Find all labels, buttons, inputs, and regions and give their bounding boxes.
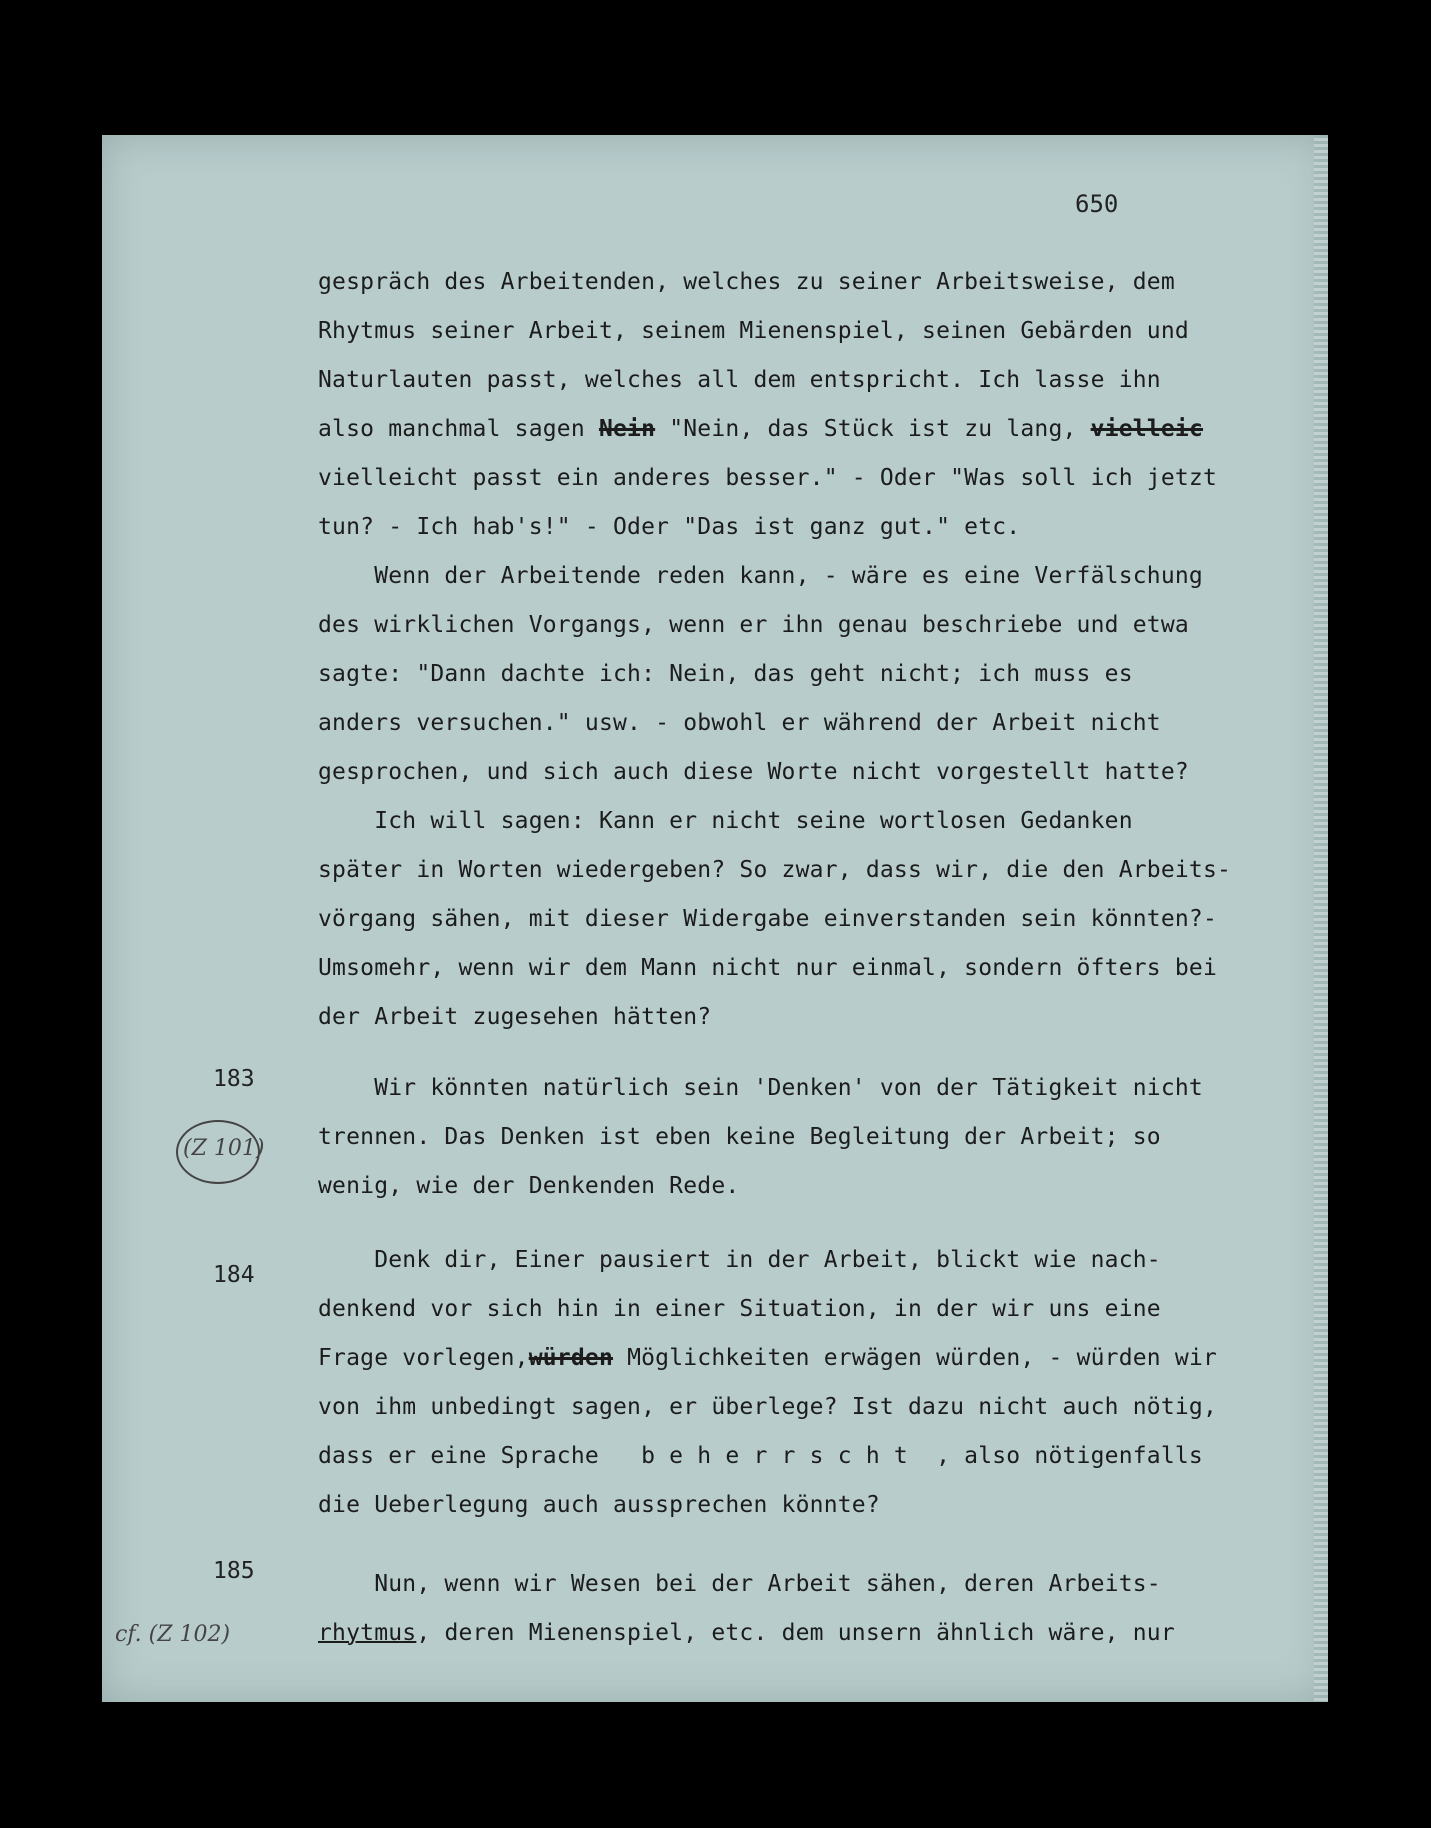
margin-reference: cf. (Z 102)	[115, 1622, 231, 1647]
remark-number-185: 185	[213, 1558, 255, 1584]
struck-word: vielleic	[1090, 416, 1204, 442]
remark-number-184: 184	[213, 1262, 255, 1288]
text-line: Nun, wenn wir Wesen bei der Arbeit sähen, deren Arbeits-	[318, 1571, 1161, 1597]
text-line: tun? - Ich hab's!" - Oder "Das ist ganz gut." etc.	[318, 514, 1021, 540]
text-line: wenig, wie der Denkenden Rede.	[318, 1173, 740, 1199]
text-line	[318, 1334, 1278, 1383]
page-number: 650	[1075, 190, 1119, 218]
text-line: gesprochen, und sich auch diese Worte nicht vorgestellt hatte?	[318, 759, 1189, 785]
text-line: des wirklichen Vorgangs, wenn er ihn genau beschriebe und etwa	[318, 612, 1189, 638]
struck-word: Nein	[598, 416, 656, 442]
line-start: Frage vorlegen,	[318, 1345, 529, 1371]
text-line: sagte: "Dann dachte ich: Nein, das geht nicht; ich muss es	[318, 661, 1133, 687]
margin-reference: (Z 101)	[183, 1136, 265, 1161]
line-start: also manchmal sagen	[318, 416, 599, 442]
text-line: später in Worten wiedergeben? So zwar, dass wir, die den Arbeits-	[318, 857, 1232, 883]
underlined-word: rhytmus	[318, 1620, 417, 1646]
text-line: dass er eine Sprache b e h e r r s c h t , also nötigenfalls	[318, 1443, 1203, 1469]
line-rest: Möglichkeiten erwägen würden, - würden wir	[613, 1345, 1218, 1371]
text-line: anders versuchen." usw. - obwohl er während der Arbeit nicht	[318, 710, 1161, 736]
paper-edge	[1314, 135, 1328, 1702]
body-text	[318, 258, 1278, 1658]
text-line: Denk dir, Einer pausiert in der Arbeit, blickt wie nach-	[318, 1247, 1161, 1273]
struck-word: würden	[528, 1345, 614, 1371]
text-line: die Ueberlegung auch aussprechen könnte?	[318, 1492, 880, 1518]
text-line: Umsomehr, wenn wir dem Mann nicht nur einmal, sondern öfters bei	[318, 955, 1218, 981]
text-line: der Arbeit zugesehen hätten?	[318, 1004, 712, 1030]
text-line: Naturlauten passt, welches all dem entspricht. Ich lasse ihn	[318, 367, 1161, 393]
line-middle: "Nein, das Stück ist zu lang,	[655, 416, 1091, 442]
line-rest: , deren Mienenspiel, etc. dem unsern ähnlich wäre, nur	[416, 1620, 1175, 1646]
text-line: Wir könnten natürlich sein 'Denken' von der Tätigkeit nicht	[318, 1075, 1203, 1101]
text-line: vörgang sähen, mit dieser Widergabe einverstanden sein könnten?-	[318, 906, 1218, 932]
text-line: trennen. Das Denken ist eben keine Begleitung der Arbeit; so	[318, 1124, 1161, 1150]
text-line: vielleicht passt ein anderes besser." - Oder "Was soll ich jetzt	[318, 465, 1218, 491]
remark-number-183: 183	[213, 1066, 255, 1092]
text-line: Wenn der Arbeitende reden kann, - wäre es eine Verfälschung	[318, 563, 1203, 589]
text-line: Ich will sagen: Kann er nicht seine wortlosen Gedanken	[318, 808, 1133, 834]
text-line: Rhytmus seiner Arbeit, seinem Mienenspiel, seinen Gebärden und	[318, 318, 1189, 344]
text-line	[318, 405, 1278, 454]
text-line	[318, 1609, 1278, 1658]
text-line: von ihm unbedingt sagen, er überlege? Ist dazu nicht auch nötig,	[318, 1394, 1218, 1420]
text-line: denkend vor sich hin in einer Situation, in der wir uns eine	[318, 1296, 1161, 1322]
text-line: gespräch des Arbeitenden, welches zu seiner Arbeitsweise, dem	[318, 269, 1175, 295]
